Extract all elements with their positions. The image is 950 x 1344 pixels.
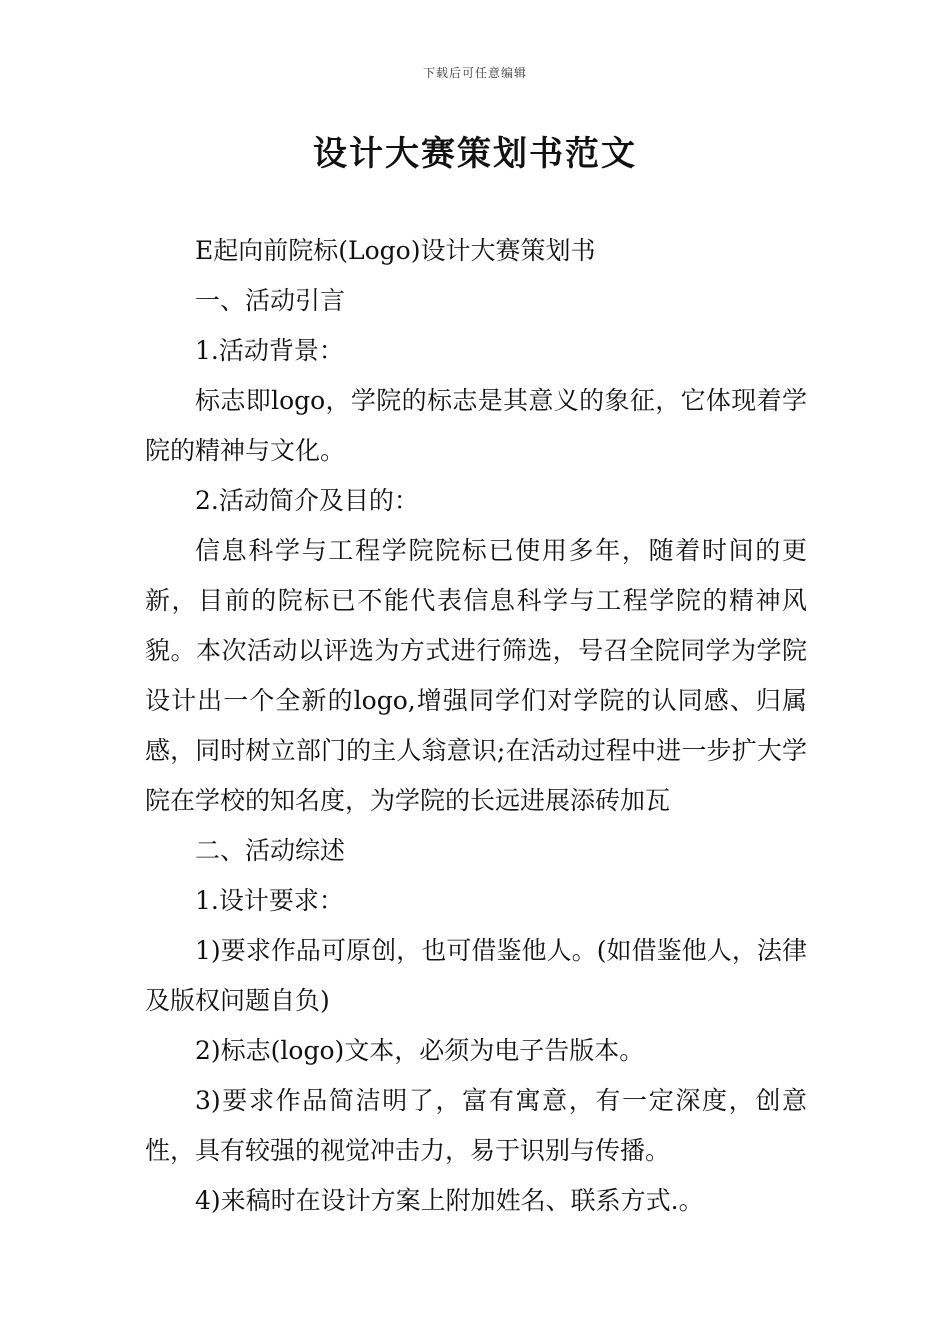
paragraph-subtitle: E起向前院标(Logo)设计大赛策划书 xyxy=(195,236,596,265)
paragraph-purpose: 信息科学与工程学院院标已使用多年，随着时间的更新，目前的院标已不能代表信息科学与工程学院的精神风貌。本次活动以评选为方式进行筛选，号召全院同学为学院设计出一个全新的logo,增强同学们对学院的认同感、归属感，同时树立部门的主人翁意识;在活动过程中进一步扩大学院在学校的知名度，为学院的长远进展添砖加瓦 xyxy=(145,536,807,815)
heading-section-1: 一、活动引言 xyxy=(195,286,346,315)
heading-requirements: 1.设计要求： xyxy=(195,886,344,915)
requirement-item-1: 1)要求作品可原创，也可借鉴他人。(如借鉴他人，法律及版权问题自负) xyxy=(145,936,807,1015)
header-note: 下载后可任意编辑 xyxy=(422,66,527,80)
requirement-item-4: 4)来稿时在设计方案上附加姓名、联系方式.。 xyxy=(195,1186,704,1215)
requirement-item-3: 3)要求作品简洁明了，富有寓意，有一定深度，创意性，具有较强的视觉冲击力，易于识别与传播。 xyxy=(145,1086,807,1165)
heading-background: 1.活动背景： xyxy=(195,336,344,365)
document-title: 设计大赛策划书范文 xyxy=(313,134,637,174)
heading-purpose: 2.活动简介及目的： xyxy=(195,486,419,515)
heading-section-2: 二、活动综述 xyxy=(195,836,346,865)
requirement-item-2: 2)标志(logo)文本，必须为电子告版本。 xyxy=(195,1036,645,1065)
document-body xyxy=(145,226,807,1226)
paragraph-background: 标志即logo，学院的标志是其意义的象征，它体现着学院的精神与文化。 xyxy=(145,386,807,465)
